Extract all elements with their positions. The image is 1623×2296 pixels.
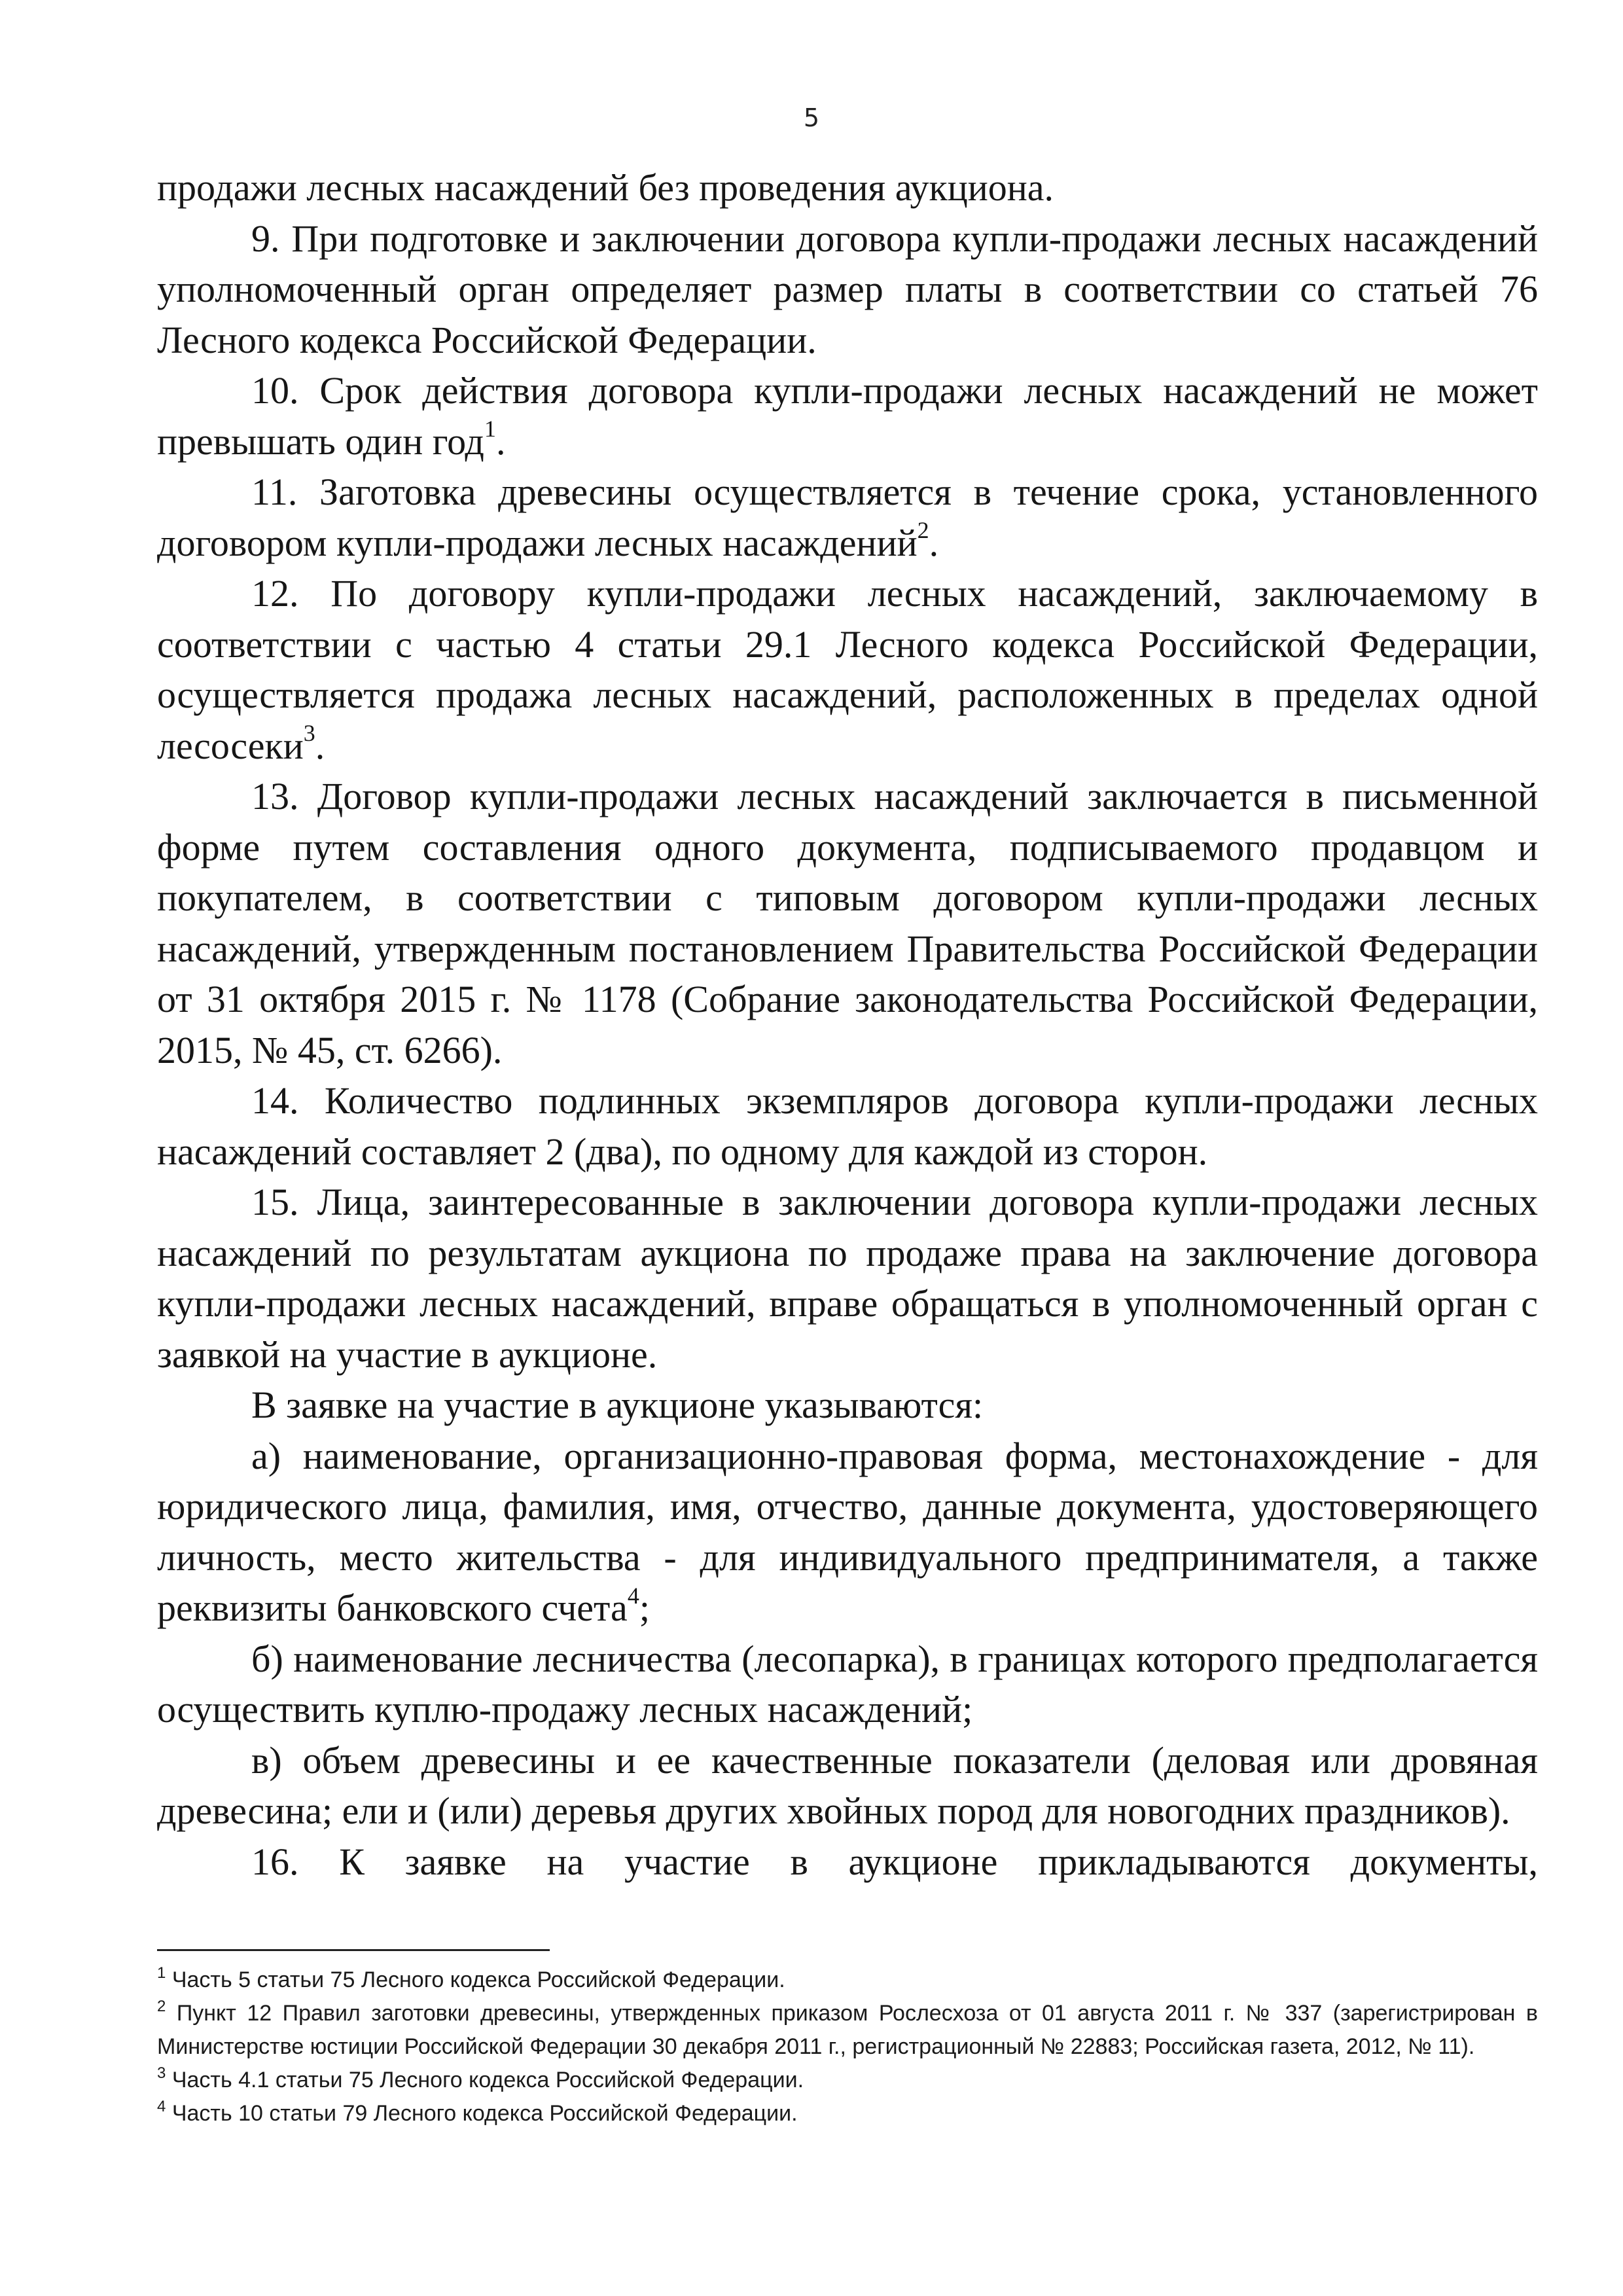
footnote-4-text: Часть 10 статьи 79 Лесного кодекса Российской Федерации. bbox=[171, 2101, 798, 2126]
paragraph-16: 16. К заявке на участие в аукционе прикладываются документы, bbox=[251, 1840, 1538, 1883]
footnote-separator bbox=[157, 1949, 550, 1951]
paragraph-14: 14. Количество подлинных экземпляров договора купли-продажи лесных насаждений составляет 2 (два), по одному для каждой из сторон. bbox=[157, 1079, 1538, 1173]
document-body bbox=[157, 162, 1538, 1887]
footnote-3 bbox=[157, 2064, 1538, 2097]
footnote-mark-3: 3 bbox=[157, 2064, 166, 2082]
paragraph-9: 9. При подготовке и заключении договора купли-продажи лесных насаждений уполномоченный орган определяет размер платы в соответствии со статьей 76 Лесного кодекса Российской Федерации. bbox=[157, 217, 1538, 361]
footnote-mark-4: 4 bbox=[157, 2097, 166, 2115]
paragraph-13: 13. Договор купли-продажи лесных насаждений заключается в письменной форме путем составления одного документа, подписываемого продавцом и покупателем, в соответствии с типовым договором купли-продажи лесных насаждений, утвержденным постановлением Правительства Российской Федерации от 31 октября 2015 г. № 1178 (Собрание законодательства Российской Федерации, 2015, № 45, ст. 6266). bbox=[157, 775, 1538, 1071]
paragraph-15-intro: В заявке на участие в аукционе указываются: bbox=[251, 1384, 984, 1426]
footnote-2 bbox=[157, 1997, 1538, 2064]
footnote-1-text: Часть 5 статьи 75 Лесного кодекса Российской Федерации. bbox=[171, 1967, 785, 1992]
paragraph-continuation: продажи лесных насаждений без проведения аукциона. bbox=[157, 166, 1054, 209]
paragraph-12: 12. По договору купли-продажи лесных насаждений, заключаемому в соответствии с частью 4 статьи 29.1 Лесного кодекса Российской Федерации, осуществляется продажа лесных насаждений, расположенных в пределах одной лесосеки$^3$. bbox=[157, 572, 1538, 767]
paragraph-10: 10. Срок действия договора купли-продажи лесных насаждений не может превышать один год$^1$. bbox=[157, 369, 1538, 463]
paragraph-15-a: а) наименование, организационно-правовая форма, местонахождение - для юридического лица, фамилия, имя, отчество, данные документа, удостоверяющего личность, место жительства - для индивидуального предпринимателя, а также реквизиты банковского счета$^4$; bbox=[157, 1434, 1538, 1629]
paragraph-11-text: 11. Заготовка древесины осуществляется в течение срока, установленного договором купли-продажи лесных насаждений bbox=[157, 471, 1538, 564]
paragraph-15-a-text: а) наименование, организационно-правовая форма, местонахождение - для юридического лица, фамилия, имя, отчество, данные документа, удостоверяющего личность, место жительства - для индивидуального предпринимателя, а также реквизиты банковского счета bbox=[157, 1434, 1538, 1629]
footnote-ref-1[interactable]: 1 bbox=[484, 416, 496, 442]
footnote-ref-2[interactable]: 2 bbox=[917, 517, 929, 544]
footnote-mark-2: 2 bbox=[157, 1997, 166, 2015]
paragraph-15-b: б) наименование лесничества (лесопарка), в границах которого предполагается осуществить куплю-продажу лесных насаждений; bbox=[157, 1637, 1538, 1731]
footnote-ref-4[interactable]: 4 bbox=[627, 1582, 639, 1609]
footnote-ref-3[interactable]: 3 bbox=[303, 720, 315, 747]
page-number: 5 bbox=[803, 103, 820, 132]
paragraph-10-text: 10. Срок действия договора купли-продажи лесных насаждений не может превышать один год bbox=[157, 369, 1538, 463]
footnote-mark-1: 1 bbox=[157, 1964, 166, 1982]
footnote-4 bbox=[157, 2097, 1538, 2130]
footnotes bbox=[157, 1964, 1538, 2130]
paragraph-12-text: 12. По договору купли-продажи лесных насаждений, заключаемому в соответствии с частью 4 статьи 29.1 Лесного кодекса Российской Федерации, осуществляется продажа лесных насаждений, расположенных в пределах одной лесосеки bbox=[157, 572, 1538, 767]
footnote-2-text: Пункт 12 Правил заготовки древесины, утвержденных приказом Рослесхоза от 01 августа 2011 г. № 337 (зарегистрирован в Министерстве юстиции Российской Федерации 30 декабря 2011 г., регистрационный № 22883; Российская газета, 2012, № 11). bbox=[157, 2001, 1538, 2059]
footnote-3-text: Часть 4.1 статьи 75 Лесного кодекса Российской Федерации. bbox=[171, 2068, 804, 2092]
paragraph-11: 11. Заготовка древесины осуществляется в течение срока, установленного договором купли-продажи лесных насаждений$^2$. bbox=[157, 471, 1538, 564]
paragraph-15-v: в) объем древесины и ее качественные показатели (деловая или дровяная древесина; ели и (или) деревья других хвойных пород для новогодних праздников). bbox=[157, 1738, 1538, 1832]
paragraph-15: 15. Лица, заинтересованные в заключении договора купли-продажи лесных насаждений по результатам аукциона по продаже права на заключение договора купли-продажи лесных насаждений, вправе обращаться в уполномоченный орган с заявкой на участие в аукционе. bbox=[157, 1181, 1538, 1376]
footnote-1 bbox=[157, 1964, 1538, 1997]
